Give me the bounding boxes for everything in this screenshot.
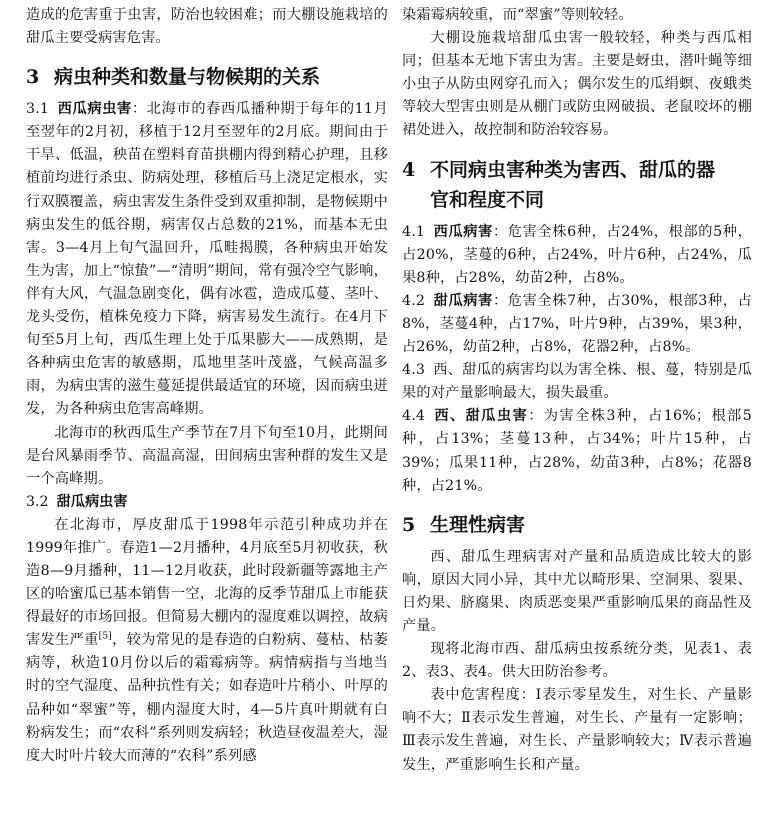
section-3-heading [26,62,388,92]
subsection-4-4-heading: 西、甜瓜虫害 [433,408,529,425]
subsection-4-2 [402,290,752,359]
subsection-3-2-number: 3.2 [26,493,49,510]
subsection-4-4 [402,405,752,497]
severity-legend-paragraph: 表中危害程度：Ⅰ表示零星发生，对生长、产量影响不大；Ⅱ表示发生普遍，对生长、产量有一定影响；Ⅲ表示发生普遍，对生长、产量影响较大；Ⅳ表示普遍发生，严重影响生长和产量。 [402,687,752,773]
greenhouse-pest-paragraph: 大棚设施栽培甜瓜虫害一般较轻，种类与西瓜相同；但基本无地下害虫为害。主要是蚜虫，潜叶蝇等细小虫子从防虫网穿孔而入；偶尔发生的瓜绢螟、夜蛾类等较大型害虫则是从棚门或防虫网破损、老鼠咬坏的棚裙处进入，故控制和防治较容易。 [402,30,752,139]
section-4-title-line2: 官和程度不同 [430,188,545,211]
left-column [26,4,388,768]
subsection-4-3-number: 4.3 [402,362,426,379]
melon-pest-paragraph [26,514,388,768]
subsection-3-2-heading [26,491,388,514]
physiological-disease-paragraph: 西、甜瓜生理病害对产量和品质造成比较大的影响，原因大同小异，其中尤以畸形果、空洞果、裂果、日灼果、脐腐果、肉质恶变果严重影响瓜果的商品性及产量。 [402,548,752,634]
section-4-heading [402,155,752,215]
subsection-4-3-text: 西、甜瓜的病害均以为害全株、根、蔓，特别是瓜果的对产量影响最大，损失最重。 [402,362,752,402]
section-5-number: 5 [402,513,416,536]
subsection-4-4-text: ：为害全株3种，占16%；根部5种，占13%；茎蔓13种，占34%；叶片15种，占39%；瓜果11种，占28%，幼苗3种，占8%；花器8种，占21%。 [402,408,753,494]
section-4-title-line1: 不同病虫害种类为害西、甜瓜的器 [430,158,716,181]
section-3-title: 病虫种类和数量与物候期的关系 [54,66,321,89]
subsection-4-1-heading: 西瓜病害 [433,223,493,240]
subsection-3-2-title: 甜瓜病虫害 [56,493,128,510]
subsection-3-1 [26,98,388,421]
subsection-4-3 [402,359,752,405]
subsection-4-4-number: 4.4 [402,408,426,425]
subsection-4-1 [402,221,752,290]
subsection-4-2-heading: 甜瓜病害 [433,292,493,309]
subsection-4-1-number: 4.1 [402,223,426,240]
section-4-title [430,155,715,215]
subsection-3-1-number: 3.1 [26,101,50,118]
continued-paragraph: 染霜霉病较重，而“翠蜜”等则较轻。 [402,7,633,23]
subsection-3-1-heading: 西瓜病虫害 [57,101,132,118]
melon-pest-text-b: ，较为常见的是春造的白粉病、蔓枯、枯萎病等，秋造10月份以后的霜霉病等。病情病指与当地当时的空气湿度、品种抗性有关；如春造叶片稍小、叶厚的品种如“翠蜜”等，棚内湿度大时，4—5片真叶期就有白粉病发生；而“农科”系列则发病轻；秋造昼夜温差大，湿度大时叶片较大而薄的“农科”系列感 [26,632,388,764]
section-3-number: 3 [26,66,40,89]
subsection-4-2-text: ：危害全株7种，占30%，根部3种，占8%，茎蔓4种，占17%，叶片9种，占39%，果3种，占26%，幼苗2种，占8%，花器2种，占8%。 [402,292,752,356]
section-5-title: 生理性病害 [430,513,526,536]
section-5-heading [402,510,752,540]
subsection-4-2-number: 4.2 [402,292,426,309]
melon-pest-text-a: 在北海市，厚皮甜瓜于1998年示范引种成功并在1999年推广。春造1—2月播种，4月底至5月初收获，秋造8—9月播种，11—12月收获，此时段新疆等露地主产区的哈蜜瓜已基本销售一空，北海的反季节甜瓜上市能获得最好的市场回报。但简易大棚内的湿度难以调控，故病害发生严重 [26,516,388,649]
subsection-3-1-text: ：北海市的春西瓜播种期于每年的11月至翌年的2月初，移植于12月至翌年的2月底。期间由于干旱、低温，秧苗在塑料育苗拱棚内得到精心护理，且移植前均进行杀虫、防病处理，移植后马上浇足定根水，实行双膜覆盖，病虫害发生条件受到双重抑制，是物候期中病虫发生的低谷期，病害仅占总数的21%，而基本无虫害。3—4月上旬气温回升，瓜畦揭膜，各种病虫开始发生为害，加上“惊蛰”—“清明”期间，常有强冷空气影响，伴有大风，气温急剧变化，偶有冰雹，造成瓜蔓、茎叶、龙头受伤，植株免疫力下降，病害易发生流行。在4月下旬至5月上旬，西瓜生理上处于瓜果膨大——成熟期，是各种病虫危害的敏感期，瓜地里茎叶茂盛，气候高温多雨，为病虫害的滋生蔓延提供最适宜的环境，因而病虫迸发，为各种病虫危害高峰期。 [26,101,388,418]
autumn-watermelon-paragraph: 北海市的秋西瓜生产季节在7月下旬至10月，此期间是台风暴雨季节、高温高湿，田间病虫害种群的发生又是一个高峰期。 [26,424,388,487]
right-column [402,4,752,777]
subsection-4-1-text: ：危害全株6种，占24%，根部的5种，占20%，茎蔓的6种，占24%，叶片6种，占24%，瓜果8种，占28%，幼苗2种，占8%。 [402,223,752,286]
table-reference-paragraph: 现将北海市西、甜瓜病虫按系统分类，见表1、表2、表3、表4。供大田防治参考。 [402,641,752,681]
section-4-number: 4 [402,158,416,181]
reference-marker: [5] [98,631,112,642]
intro-paragraph: 造成的危害重于虫害，防治也较困难；而大棚设施栽培的甜瓜主要受病害危害。 [26,7,388,47]
